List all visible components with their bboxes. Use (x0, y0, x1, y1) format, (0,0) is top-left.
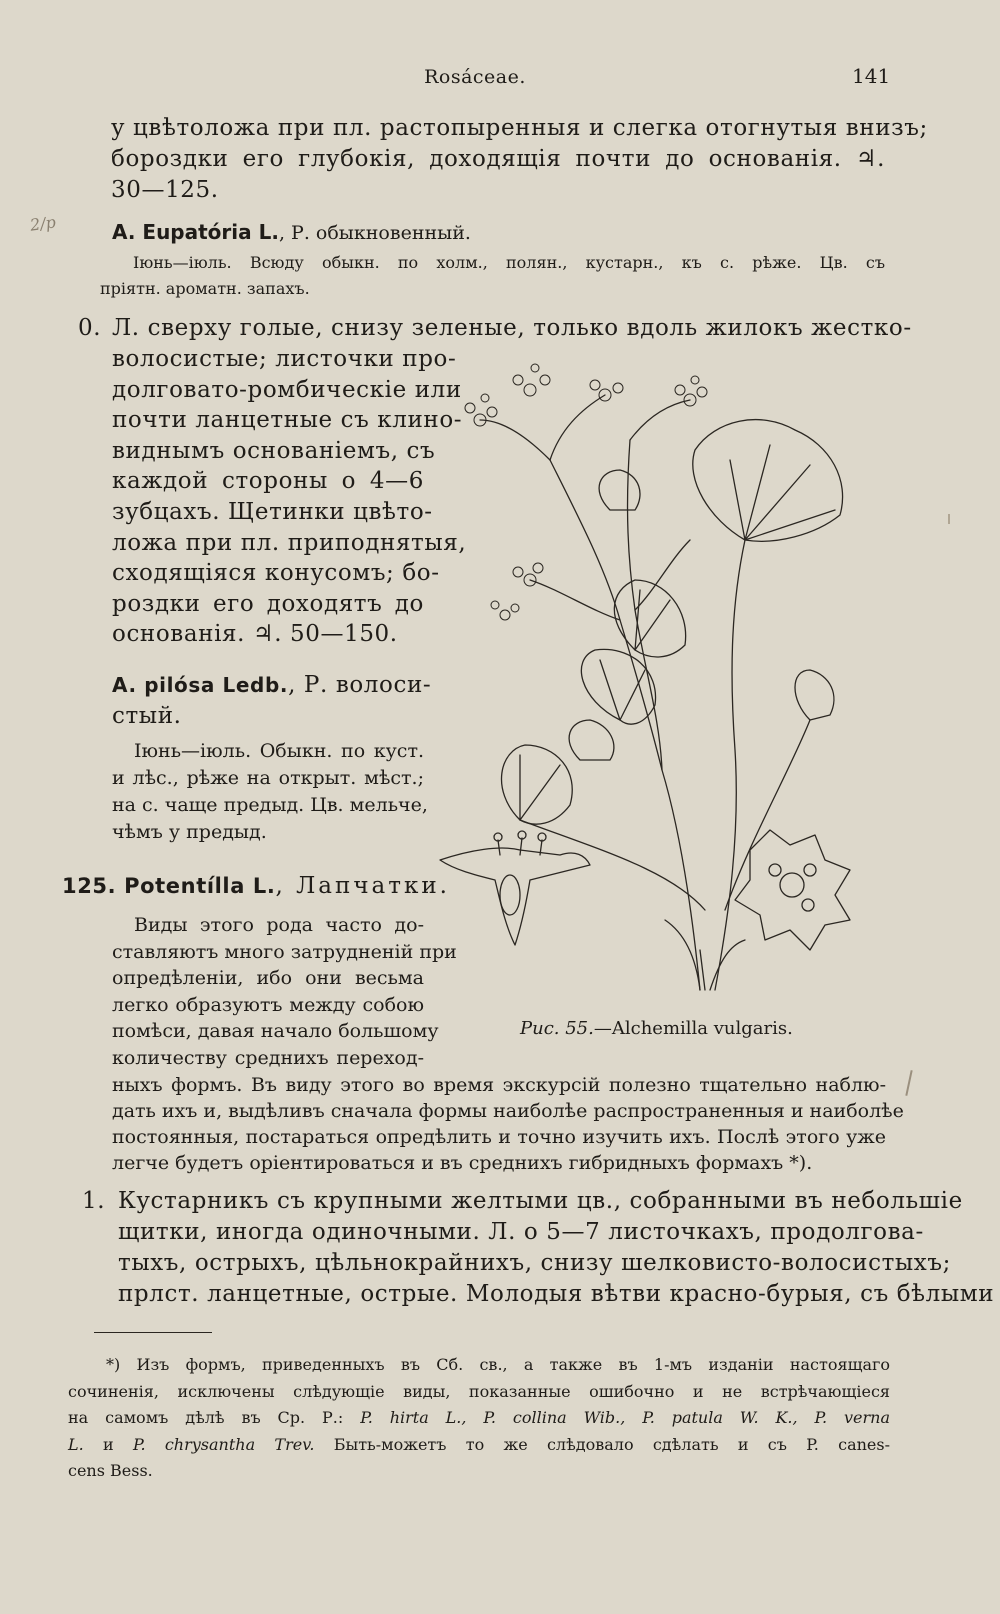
species-name: A. Eupatória L. (112, 220, 279, 244)
genus-name: Potentílla L. (124, 874, 276, 898)
item-marker: 0. (78, 315, 102, 341)
top-text-block (111, 113, 928, 206)
footnote-line (68, 1432, 890, 1459)
note-line: чѣмъ у предыд. (112, 821, 267, 843)
text-line: стый. (112, 703, 182, 729)
footnote-text: и (83, 1434, 133, 1454)
footnote-line: сочиненія, исключены слѣдующіе виды, показанные ошибочно и не встрѣчающіеся (68, 1381, 890, 1401)
margin-pencil-mark (905, 1070, 912, 1096)
genus-intro-wide (112, 1072, 904, 1176)
text-line: помѣси, давая начало большому (112, 1020, 439, 1043)
text-line: щитки, иногда одиночными. Л. о 5—7 листочкахъ, продолгова- (118, 1219, 924, 1245)
text-line: опредѣленіи, ибо они весьма (112, 967, 424, 990)
item-0-text-block (112, 344, 467, 650)
text-line: постоянныя, постараться опредѣлить и точно изучить ихъ. Послѣ этого уже (112, 1126, 886, 1148)
figure-caption (520, 1018, 793, 1039)
running-header: Rosáceae. (424, 66, 526, 88)
text-line: каждой стороны о 4—6 (112, 468, 424, 495)
text-line: тыхъ, острыхъ, цѣльнокрайнихъ, снизу шелковисто-волосистыхъ; (118, 1250, 951, 1276)
plant-illustration (430, 350, 900, 1000)
footnote-author: L. (68, 1434, 84, 1454)
text-line: сходящіяся конусомъ; бо- (112, 560, 440, 587)
text-line: Кустарникъ съ крупными желтыми цв., собранными въ небольшіе (118, 1188, 963, 1214)
text-line: ложа при пл. приподнятыя, (112, 529, 467, 556)
footnote-species: P. chrysantha Trev. (132, 1434, 315, 1454)
margin-pencil-note: 2/р (28, 212, 58, 235)
text-line: основанія. ♃. 50—150. (112, 621, 398, 648)
footnote-text: Быть-можетъ то же слѣдовало сдѣлать и съ P. canes- (314, 1434, 890, 1454)
species-common-name: , Р. обыкновенный. (278, 222, 471, 244)
pilosa-notes (112, 738, 428, 846)
species-name: A. pilósa Ledb. (112, 673, 289, 697)
species-eupatoria (112, 219, 471, 247)
footnote-rule (94, 1332, 212, 1333)
text-line: почти ланцетные съ клино- (112, 407, 463, 434)
text-line: Виды этого рода часто до- (134, 914, 424, 936)
caption-label: Рис. 55. (520, 1018, 594, 1039)
caption-text: —Alchemilla vulgaris. (593, 1018, 793, 1039)
species-common-name: , Р. волоси- (288, 672, 432, 698)
note-line: Іюнь—іюль. Обыкн. по куст. (134, 740, 424, 762)
text-line: прлст. ланцетные, острые. Молодыя вѣтви красно-бурыя, съ бѣлыми (118, 1281, 995, 1307)
eupatoria-notes (133, 250, 885, 276)
text-line: дать ихъ и, выдѣливъ сначала формы наиболѣе распространенныя и наиболѣе (112, 1100, 904, 1122)
text-line: ныхъ формъ. Въ виду этого во время экскурсій полезно тщательно наблю- (112, 1074, 886, 1096)
note-line: Іюнь—іюль. Всюду обыкн. по холм., полян., кустарн., къ с. рѣже. Цв. съ (133, 253, 885, 272)
text-line: роздки его доходятъ до (112, 590, 424, 617)
text-line: легче будетъ оріентироваться и въ среднихъ гибридныхъ формахъ *). (112, 1152, 813, 1174)
item-1-text-block (118, 1186, 995, 1310)
margin-speck (948, 514, 950, 524)
genus-number: 125. (62, 874, 117, 898)
text-line: Л. сверху голые, снизу зеленые, только вдоль жилокъ жестко- (112, 315, 912, 341)
genus-heading (62, 871, 450, 902)
note-line: и лѣс., рѣже на открыт. мѣст.; (112, 767, 424, 789)
text-line: 30—125. (111, 177, 219, 203)
text-line: виднымъ основаніемъ, съ (112, 437, 436, 464)
text-line: бороздки его глубокія, доходящія почти до основанія. ♃. (111, 146, 885, 172)
footnote-text: на самомъ дѣлѣ въ Ср. Р.: (68, 1408, 361, 1427)
item-marker: 1. (82, 1188, 106, 1214)
page-number: 141 (852, 64, 891, 88)
note-line: пріятн. ароматн. запахъ. (100, 279, 310, 298)
text-line: зубцахъ. Щетинки цвѣто- (112, 498, 433, 525)
footnote-line (68, 1405, 890, 1432)
footnote (68, 1352, 890, 1485)
text-line: долговато-ромбическіе или (112, 376, 462, 403)
text-line: ставляютъ много затрудненій при (112, 940, 457, 963)
footnote-line: *) Изъ формъ, приведенныхъ въ Сб. св., а также въ 1-мъ изданіи настоящаго (106, 1355, 890, 1374)
footnote-line: cens Bess. (68, 1461, 153, 1480)
text-line: легко образуютъ между собою (112, 993, 424, 1016)
figure-alchemilla (430, 350, 900, 1000)
genus-intro (112, 912, 457, 1072)
text-line: у цвѣтоложа при пл. растопыренныя и слегка отогнутыя внизъ; (111, 115, 928, 141)
footnote-species-list: P. hirta L., P. collina Wib., P. patula W. K., P. verna (360, 1408, 891, 1427)
text-line: волосистые; листочки про- (112, 346, 457, 372)
note-line: на с. чаще предыд. Цв. мельче, (112, 794, 428, 816)
species-pilosa (112, 670, 432, 701)
genus-common-name: , Лапчатки. (275, 873, 450, 899)
text-line: количеству среднихъ переход- (112, 1046, 424, 1069)
